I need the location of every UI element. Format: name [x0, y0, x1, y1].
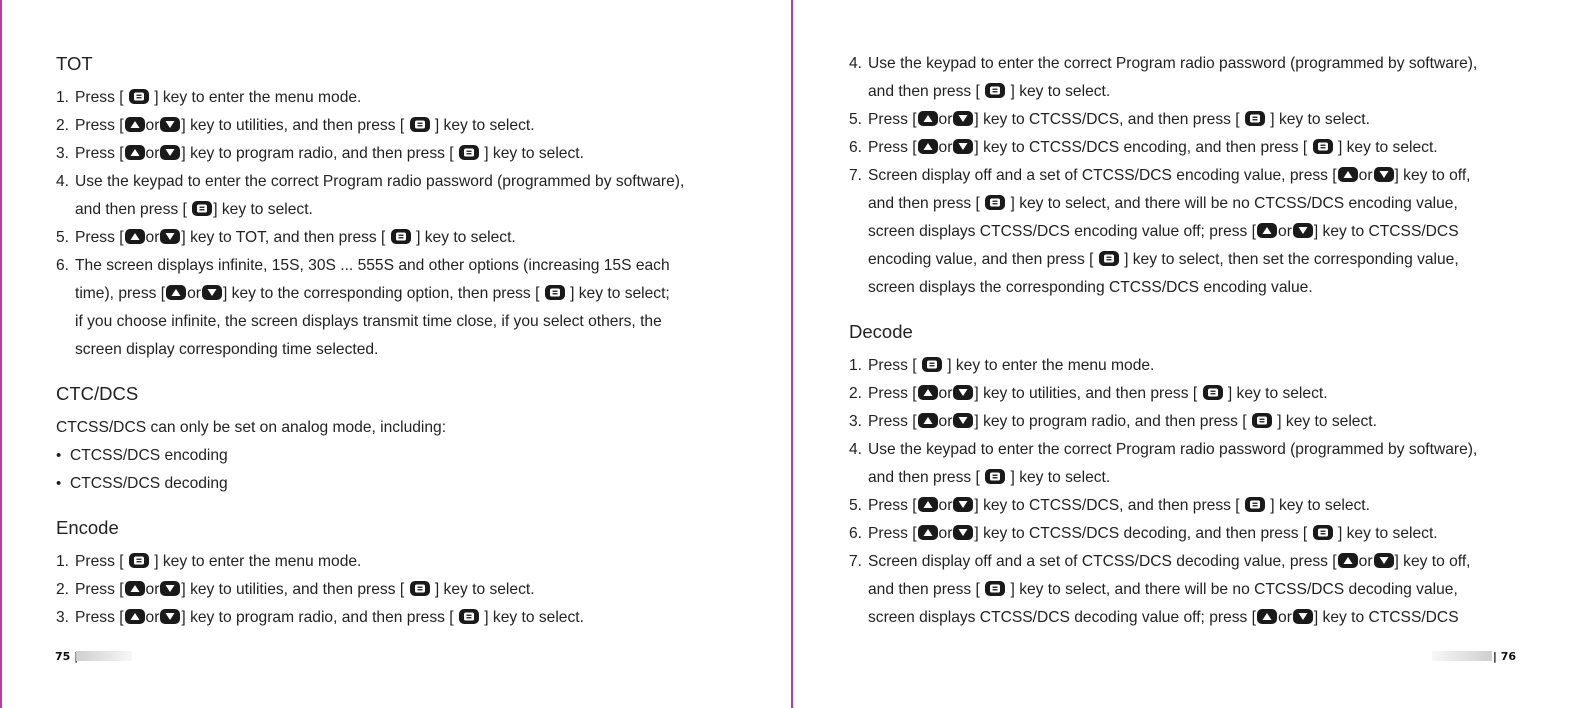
step-number: 1. [56, 553, 70, 570]
encode-step-3 [56, 604, 776, 632]
step-text: Press [ [868, 139, 917, 156]
step-text: and then press [ [868, 83, 980, 100]
step-text: ] key to select. [416, 229, 516, 246]
step-text: ] key to select, and there will be no CTCSS/DCS decoding value, [1010, 581, 1458, 598]
step-number: 2. [56, 581, 70, 598]
step-text: ] key to program radio, and then press [ [181, 145, 454, 162]
step-text: or [1278, 223, 1292, 240]
page-75-content [56, 50, 776, 632]
step-text: ] key to select. [484, 145, 584, 162]
step-text: ] key to select. [213, 201, 313, 218]
step-number: 7. [849, 553, 863, 570]
step-text: and then press [ [75, 201, 187, 218]
step-text: or [938, 413, 953, 430]
up-key-icon [125, 581, 145, 596]
decode-step-7 [849, 548, 1569, 576]
menu-key-icon [1245, 111, 1265, 126]
step-number: 4. [849, 55, 863, 72]
step-text: ] key to CTCSS/DCS [1313, 223, 1459, 240]
down-key-icon [953, 139, 973, 154]
step-text: ] key to select. [434, 117, 535, 134]
step-text: ] key to CTCSS/DCS, and then press [ [974, 497, 1240, 514]
step-number: 6. [849, 139, 863, 156]
down-key-icon [953, 111, 973, 126]
step-text: ] key to select. [1270, 497, 1370, 514]
down-key-icon [202, 285, 222, 300]
menu-key-icon [1313, 139, 1333, 154]
encode-step-6 [849, 134, 1569, 162]
footer-separator: | [1492, 650, 1497, 663]
up-key-icon [1257, 609, 1277, 624]
step-text: ] key to program radio, and then press [ [974, 413, 1247, 430]
step-text: Press [ [868, 385, 917, 402]
step-number: 2. [56, 117, 70, 134]
step-number: 4. [56, 173, 70, 190]
step-text: ] key to utilities, and then press [ [181, 581, 405, 598]
decode-step-7-cont-2 [849, 604, 1569, 632]
decode-step-6 [849, 520, 1569, 548]
step-text: ] key to enter the menu mode. [947, 357, 1155, 374]
step-number: 7. [849, 167, 863, 184]
step-text: ] key to select. [1010, 83, 1111, 100]
encode-step-7-cont [849, 190, 1569, 218]
encode-step-4 [849, 50, 1569, 78]
decode-step-4-cont [849, 464, 1569, 492]
step-number: 6. [56, 257, 70, 274]
step-text: Press [ [75, 117, 124, 134]
step-text: ] key to enter the menu mode. [154, 553, 362, 570]
step-text: ] key to select. [484, 609, 584, 626]
down-key-icon [953, 497, 973, 512]
step-text: ] key to TOT, and then press [ [181, 229, 386, 246]
tot-step-6-cont-2: if you choose infinite, the screen displays transmit time close, if you select others, the [75, 313, 662, 330]
down-key-icon [1374, 167, 1394, 182]
step-text: ] key to select. [1337, 525, 1438, 542]
down-key-icon [160, 229, 180, 244]
menu-key-icon [1099, 251, 1119, 266]
step-text: or [187, 285, 201, 302]
step-text: Use the keypad to enter the correct Program radio password (programmed by software), [75, 173, 685, 190]
menu-key-icon [1313, 525, 1333, 540]
tot-step-6-cont-3: screen display corresponding time selected. [75, 341, 379, 358]
decode-step-7-cont [849, 576, 1569, 604]
menu-key-icon [985, 581, 1005, 596]
tot-step-2 [56, 112, 776, 140]
down-key-icon [1293, 609, 1313, 624]
down-key-icon [953, 525, 973, 540]
tot-step-1 [56, 84, 776, 112]
step-number: 3. [849, 413, 863, 430]
menu-key-icon [1203, 385, 1223, 400]
step-text: ] key to off, [1394, 167, 1471, 184]
tot-step-4-cont [56, 196, 776, 224]
step-text: or [938, 111, 953, 128]
step-text: and then press [ [868, 469, 980, 486]
footer-gradient-bar [1432, 651, 1492, 661]
up-key-icon [1257, 223, 1277, 238]
menu-key-icon [391, 229, 411, 244]
menu-key-icon [1245, 497, 1265, 512]
up-key-icon [125, 609, 145, 624]
menu-key-icon [459, 145, 479, 160]
step-text: Press [ [868, 413, 917, 430]
step-text: or [145, 117, 160, 134]
step-text: or [1358, 167, 1373, 184]
step-text: Press [ [75, 609, 124, 626]
step-text: The screen displays infinite, 15S, 30S ... 555S and other options (increasing 15S each [75, 257, 670, 274]
step-number: 1. [849, 357, 863, 374]
encode-step-4-cont [849, 78, 1569, 106]
decode-step-5 [849, 492, 1569, 520]
step-text: or [938, 139, 953, 156]
menu-key-icon [545, 285, 565, 300]
encode-step-7 [849, 162, 1569, 190]
page-75 [0, 0, 790, 708]
bullet-text: CTCSS/DCS decoding [70, 475, 228, 492]
up-key-icon [918, 497, 938, 512]
step-number: 5. [849, 111, 863, 128]
down-key-icon [160, 609, 180, 624]
step-number: 1. [56, 89, 70, 106]
tot-step-3 [56, 140, 776, 168]
up-key-icon [125, 117, 145, 132]
step-text: or [145, 581, 160, 598]
tot-step-6 [56, 252, 776, 280]
step-text: Press [ [75, 89, 124, 106]
step-text: ] key to select. [1270, 111, 1370, 128]
decode-step-1 [849, 352, 1569, 380]
encode-step-2 [56, 576, 776, 604]
down-key-icon [953, 385, 973, 400]
step-text: ] key to select. [1010, 469, 1111, 486]
step-text: Press [ [868, 111, 917, 128]
menu-key-icon [410, 581, 430, 596]
step-text: or [145, 229, 160, 246]
step-text: ] key to utilities, and then press [ [974, 385, 1198, 402]
section-title-ctc-dcs: CTC/DCS [56, 383, 139, 404]
page-number-footer [55, 650, 78, 663]
step-text: or [1358, 553, 1373, 570]
step-text: ] key to CTCSS/DCS [1313, 609, 1459, 626]
bullet-text: CTCSS/DCS encoding [70, 447, 228, 464]
up-key-icon [125, 145, 145, 160]
step-text: screen displays CTCSS/DCS decoding value off; press [ [868, 609, 1257, 626]
up-key-icon [918, 385, 938, 400]
step-text: ] key to CTCSS/DCS, and then press [ [974, 111, 1240, 128]
step-text: Press [ [75, 553, 124, 570]
footer-gradient-bar [76, 651, 132, 661]
step-text: ] key to select; [570, 285, 670, 302]
decode-step-4 [849, 436, 1569, 464]
step-number: 3. [56, 609, 70, 626]
down-key-icon [1374, 553, 1394, 568]
up-key-icon [166, 285, 186, 300]
down-key-icon [953, 413, 973, 428]
step-text: Press [ [868, 357, 917, 374]
ctc-bullet-encoding [56, 442, 776, 470]
step-text: and then press [ [868, 581, 980, 598]
section-title-encode: Encode [56, 517, 119, 538]
step-text: ] key to CTCSS/DCS encoding, and then press [ [974, 139, 1308, 156]
step-text: Press [ [868, 497, 917, 514]
step-text: or [938, 385, 953, 402]
menu-key-icon [129, 553, 149, 568]
down-key-icon [160, 581, 180, 596]
up-key-icon [1338, 167, 1358, 182]
step-number: 5. [849, 497, 863, 514]
step-text: ] key to enter the menu mode. [154, 89, 362, 106]
tot-step-4 [56, 168, 776, 196]
step-text: ] key to select. [434, 581, 535, 598]
step-text: Use the keypad to enter the correct Program radio password (programmed by software), [868, 55, 1478, 72]
menu-key-icon [985, 469, 1005, 484]
step-text: Press [ [75, 581, 124, 598]
step-text: ] key to select. [1227, 385, 1328, 402]
step-number: 3. [56, 145, 70, 162]
step-text: Screen display off and a set of CTCSS/DCS encoding value, press [ [868, 167, 1337, 184]
tot-step-6-cont [56, 280, 776, 308]
up-key-icon [918, 139, 938, 154]
menu-key-icon [192, 201, 212, 216]
step-text: ] key to utilities, and then press [ [181, 117, 405, 134]
step-text: Press [ [75, 145, 124, 162]
section-title-tot: TOT [56, 53, 93, 74]
step-text: Press [ [868, 525, 917, 542]
bullet-dot: • [56, 447, 62, 464]
step-text: ] key to select. [1337, 139, 1438, 156]
decode-step-2 [849, 380, 1569, 408]
page-number: 75 [55, 650, 71, 663]
step-number: 6. [849, 525, 863, 542]
step-text: or [145, 609, 160, 626]
step-text: ] key to program radio, and then press [ [181, 609, 454, 626]
tot-step-5 [56, 224, 776, 252]
bullet-dot: • [56, 475, 62, 492]
page-number: 76 [1500, 650, 1516, 663]
menu-key-icon [410, 117, 430, 132]
menu-key-icon [985, 195, 1005, 210]
encode-step-7-cont-4: screen displays the corresponding CTCSS/DCS encoding value. [868, 279, 1313, 296]
step-number: 5. [56, 229, 70, 246]
step-text: and then press [ [868, 195, 980, 212]
step-text: ] key to select, and there will be no CTCSS/DCS encoding value, [1010, 195, 1458, 212]
step-text: screen displays CTCSS/DCS encoding value off; press [ [868, 223, 1257, 240]
step-text: ] key to select. [1277, 413, 1377, 430]
page-76 [793, 0, 1586, 708]
step-text: Press [ [75, 229, 124, 246]
step-text: or [145, 145, 160, 162]
up-key-icon [1338, 553, 1358, 568]
encode-step-7-cont-3 [849, 246, 1569, 274]
menu-key-icon [922, 357, 942, 372]
up-key-icon [918, 525, 938, 540]
step-text: ] key to off, [1394, 553, 1471, 570]
menu-key-icon [985, 83, 1005, 98]
step-text: time), press [ [75, 285, 166, 302]
step-text: ] key to CTCSS/DCS decoding, and then press [ [974, 525, 1308, 542]
section-title-decode: Decode [849, 321, 913, 342]
step-text: ] key to select, then set the corresponding value, [1124, 251, 1459, 268]
encode-step-1 [56, 548, 776, 576]
down-key-icon [160, 117, 180, 132]
menu-key-icon [1252, 413, 1272, 428]
up-key-icon [918, 111, 938, 126]
ctc-bullet-decoding [56, 470, 776, 498]
step-number: 4. [849, 441, 863, 458]
encode-step-5 [849, 106, 1569, 134]
step-text: ] key to the corresponding option, then press [ [223, 285, 540, 302]
menu-key-icon [459, 609, 479, 624]
encode-step-7-cont-2 [849, 218, 1569, 246]
page-number-footer [1493, 650, 1516, 663]
down-key-icon [1293, 223, 1313, 238]
step-text: or [938, 525, 953, 542]
ctc-intro: CTCSS/DCS can only be set on analog mode, including: [56, 419, 447, 436]
step-text: or [938, 497, 953, 514]
step-number: 2. [849, 385, 863, 402]
step-text: Screen display off and a set of CTCSS/DCS decoding value, press [ [868, 553, 1337, 570]
page-76-content [849, 50, 1569, 632]
menu-key-icon [129, 89, 149, 104]
decode-step-3 [849, 408, 1569, 436]
step-text: Use the keypad to enter the correct Program radio password (programmed by software), [868, 441, 1478, 458]
up-key-icon [918, 413, 938, 428]
down-key-icon [160, 145, 180, 160]
step-text: or [1278, 609, 1292, 626]
up-key-icon [125, 229, 145, 244]
step-text: encoding value, and then press [ [868, 251, 1094, 268]
